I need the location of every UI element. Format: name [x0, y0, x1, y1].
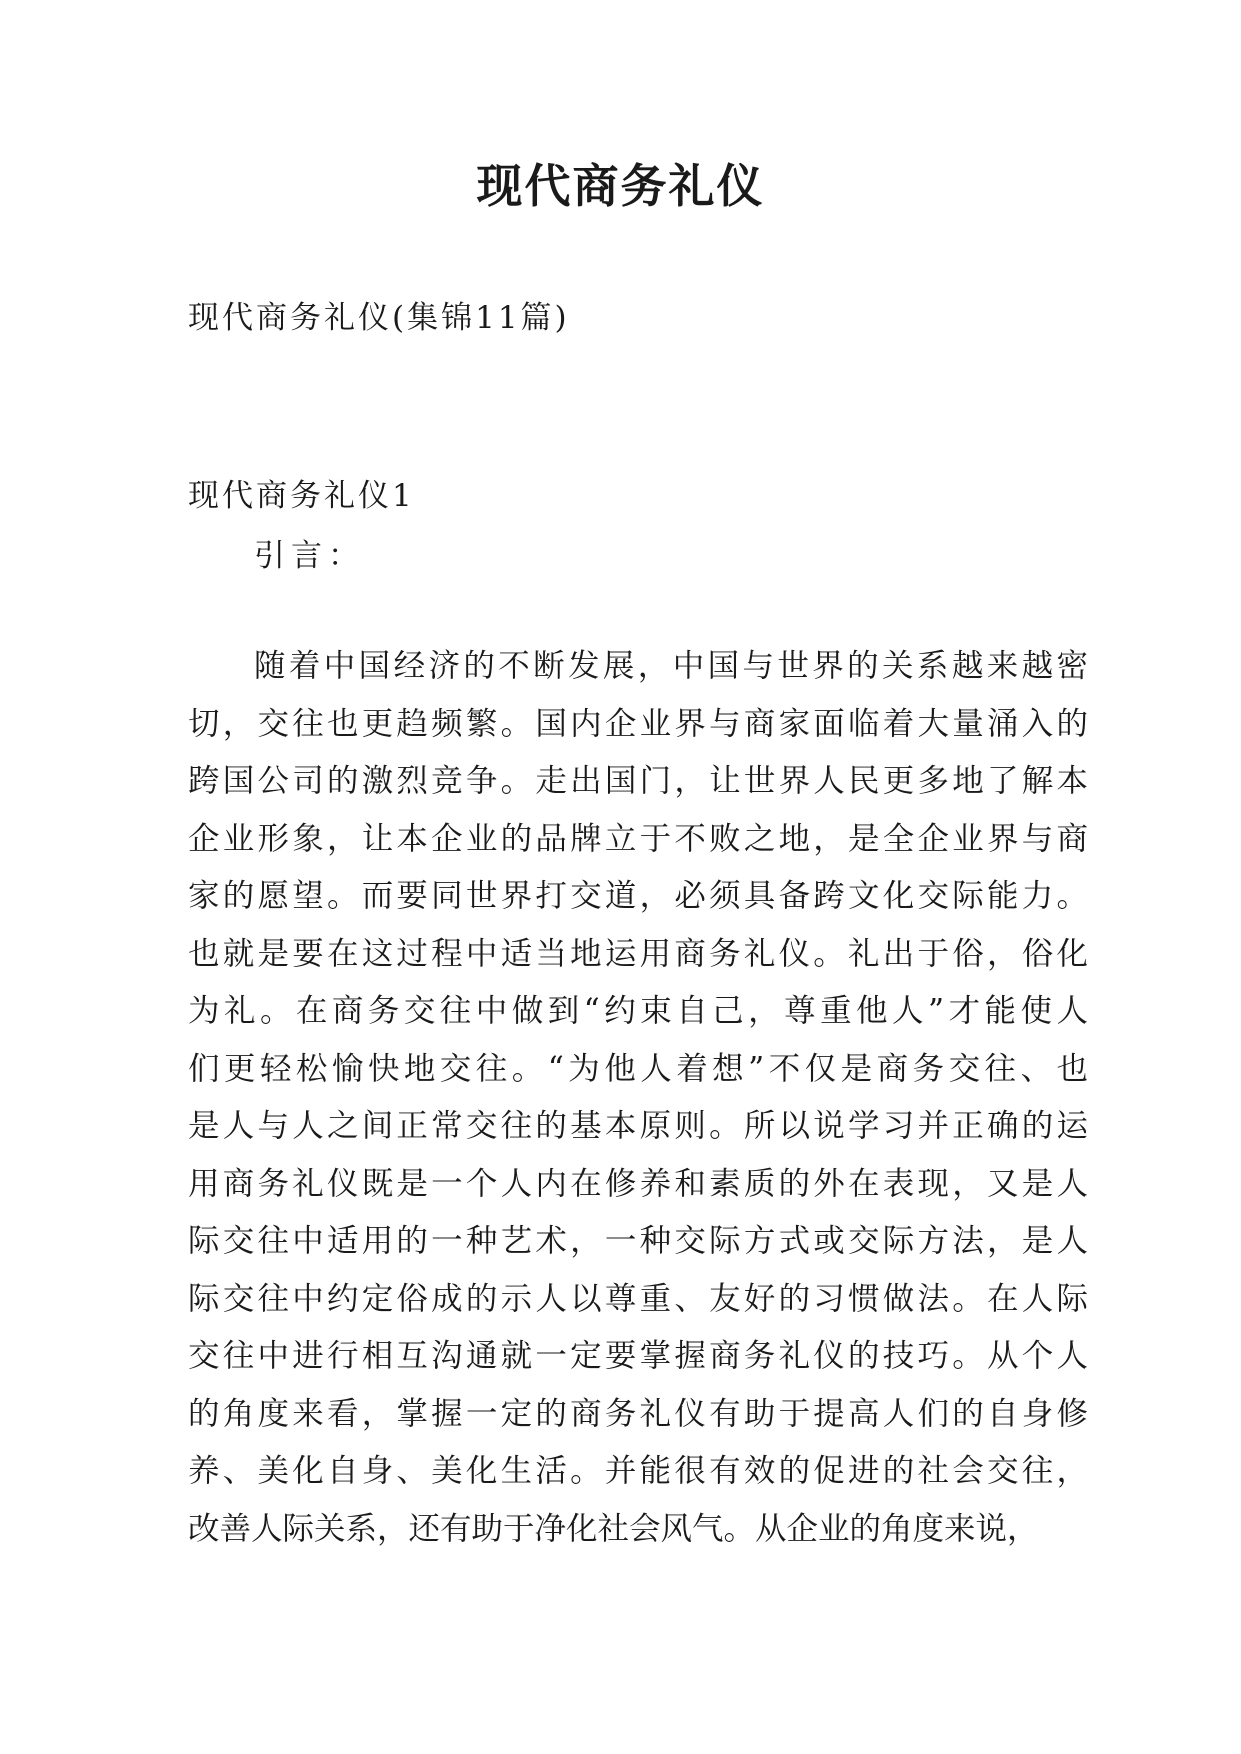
- paragraph-line: 养、美化自身、美化生活。并能很有效的促进的社会交往，: [188, 1453, 1088, 1489]
- paragraph-line: 企业形象，让本企业的品牌立于不败之地，是全企业界与商: [188, 820, 1088, 857]
- paragraph-line: 们更轻松愉快地交往。“为他人着想”不仅是商务交往、也: [188, 1050, 1088, 1087]
- paragraph-line: 交往中进行相互沟通就一定要掌握商务礼仪的技巧。从个人: [188, 1338, 1088, 1374]
- paragraph-line: 改善人际关系，还有助于净化社会风气。从企业的角度来说，: [188, 1510, 1039, 1547]
- paragraph-line: 随着中国经济的不断发展，中国与世界的关系越来越密: [254, 648, 1088, 684]
- paragraph-line: 切，交往也更趋频繁。国内企业界与商家面临着大量涌入的: [188, 705, 1088, 742]
- paragraph-line: 际交往中约定俗成的示人以尊重、友好的习惯做法。在人际: [188, 1280, 1088, 1317]
- paragraph-line: 也就是要在这过程中适当地运用商务礼仪。礼出于俗，俗化: [188, 935, 1088, 972]
- paragraph-line: 家的愿望。而要同世界打交道，必须具备跨文化交际能力。: [188, 878, 1088, 914]
- document-subtitle: 现代商务礼仪(集锦11篇): [188, 300, 570, 336]
- document-title: 现代商务礼仪: [476, 159, 765, 213]
- section-heading: 现代商务礼仪1: [188, 478, 415, 514]
- paragraph-line: 用商务礼仪既是一个人内在修养和素质的外在表现，又是人: [188, 1165, 1088, 1202]
- intro-label: 引言：: [254, 538, 365, 574]
- paragraph-line: 跨国公司的激烈竞争。走出国门，让世界人民更多地了解本: [188, 763, 1088, 799]
- body-paragraph: [188, 638, 1088, 1558]
- paragraph-line: 为礼。在商务交往中做到“约束自己，尊重他人”才能使人: [188, 993, 1088, 1029]
- paragraph-line: 是人与人之间正常交往的基本原则。所以说学习并正确的运: [188, 1108, 1088, 1144]
- paragraph-line: 际交往中适用的一种艺术，一种交际方式或交际方法，是人: [188, 1223, 1088, 1259]
- paragraph-line: 的角度来看，掌握一定的商务礼仪有助于提高人们的自身修: [188, 1395, 1088, 1432]
